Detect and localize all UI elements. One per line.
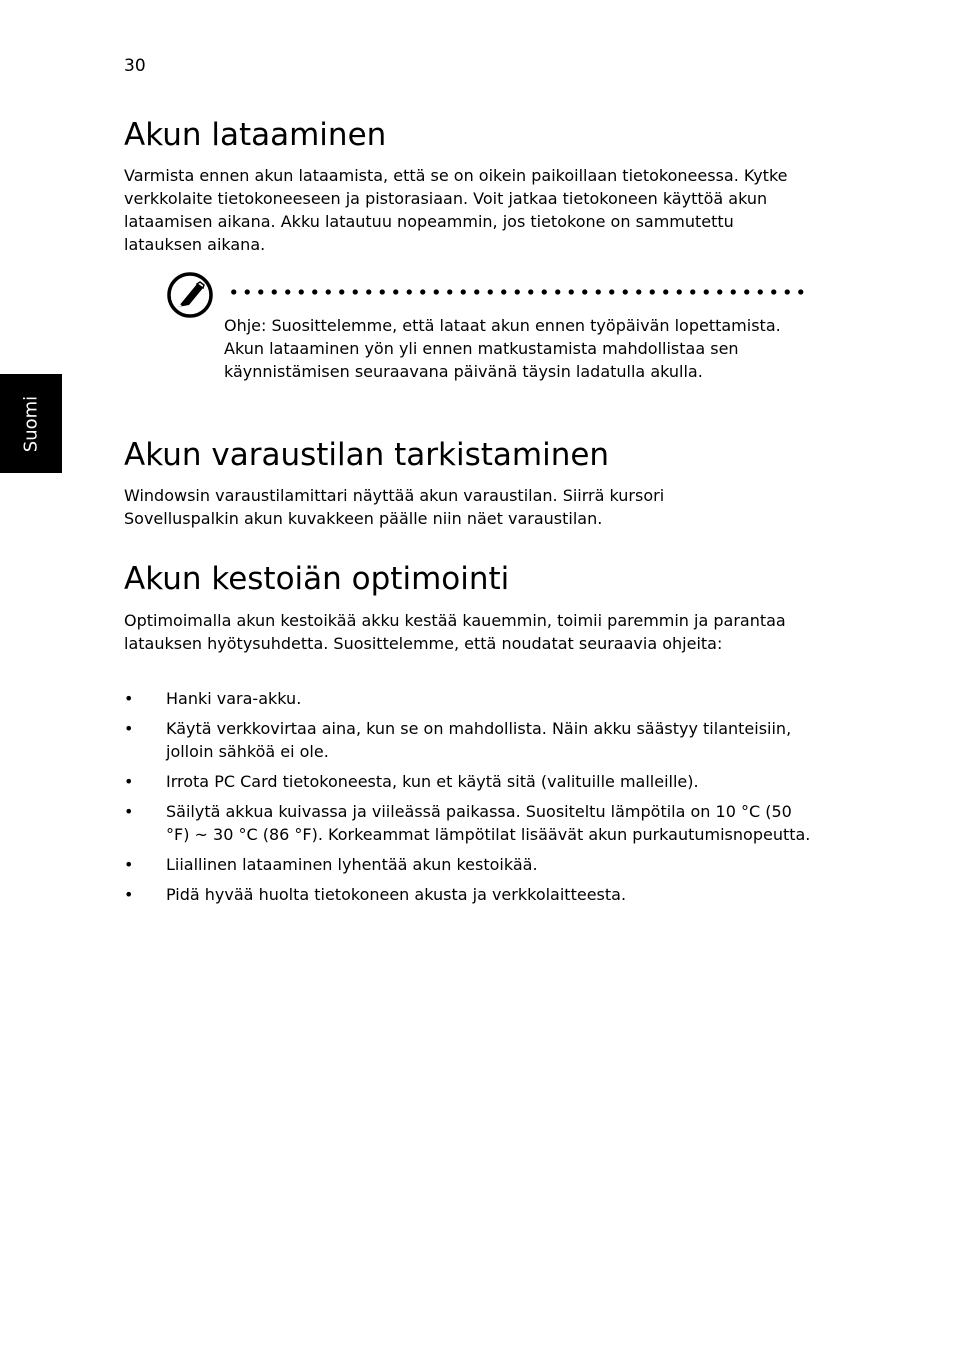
section-heading: Akun kestoiän optimointi [124,561,510,597]
section-paragraph: Varmista ennen akun lataamista, että se on oikein paikoillaan tietokoneessa. Kytke verkkolaite tietokoneeseen ja pistorasiaan. Voit jatkaa tietokoneen käyttöä akun lataamisen aikana. Akku latautuu nopeammin, jos tietokone on sammutettu latauksen aikana. [124,166,788,254]
list-item [124,883,814,906]
tips-list [124,687,814,913]
list-item-text: Pidä hyvää huolta tietokoneen akusta ja verkkolaitteesta. [166,885,627,904]
list-item-text: Käytä verkkovirtaa aina, kun se on mahdollista. Näin akku säästyy tilanteisiin, jolloin sähköä ei ole. [166,719,792,761]
bullet-icon: • [124,802,134,821]
section-heading: Akun lataaminen [124,117,387,153]
bullet-icon: • [124,719,134,738]
side-tab-label: Suomi [20,395,42,453]
list-item-text: Irrota PC Card tietokoneesta, kun et käytä sitä (valituille malleille). [166,772,699,791]
bullet-icon: • [124,772,134,791]
language-side-tab [0,374,62,473]
page-number: 30 [124,56,146,76]
bullet-icon: • [124,885,134,904]
list-item-text: Liiallinen lataaminen lyhentää akun kestoikää. [166,855,538,874]
list-item [124,687,814,710]
note-body: Suosittelemme, että lataat akun ennen työpäivän lopettamista. Akun lataaminen yön yli ennen matkustamista mahdollistaa sen käynnistämisen seuraavana päivänä täysin ladatulla akulla. [224,316,781,381]
section-paragraph: Optimoimalla akun kestoikää akku kestää kauemmin, toimii paremmin ja parantaa latauksen hyötysuhdetta. Suosittelemme, että noudatat seuraavia ohjeita: [124,611,786,653]
note-label: Ohje: [224,316,267,335]
list-item [124,800,814,846]
list-item-text: Säilytä akkua kuivassa ja viileässä paikassa. Suositeltu lämpötila on 10 °C (50 °F) ~ 30 °C (86 °F). Korkeammat lämpötilat lisäävät akun purkautumisnopeutta. [166,802,811,844]
bullet-icon: • [124,855,134,874]
list-item [124,717,814,763]
list-item-text: Hanki vara-akku. [166,689,302,708]
list-item [124,853,814,876]
note-text [224,314,784,383]
note-pen-icon [166,271,214,319]
bullet-icon: • [124,689,134,708]
section-heading: Akun varaustilan tarkistaminen [124,437,610,473]
list-item [124,770,814,793]
note-dotted-divider [227,289,809,295]
section-paragraph: Windowsin varaustilamittari näyttää akun varaustilan. Siirrä kursori Sovelluspalkin akun kuvakkeen päälle niin näet varaustilan. [124,486,665,528]
